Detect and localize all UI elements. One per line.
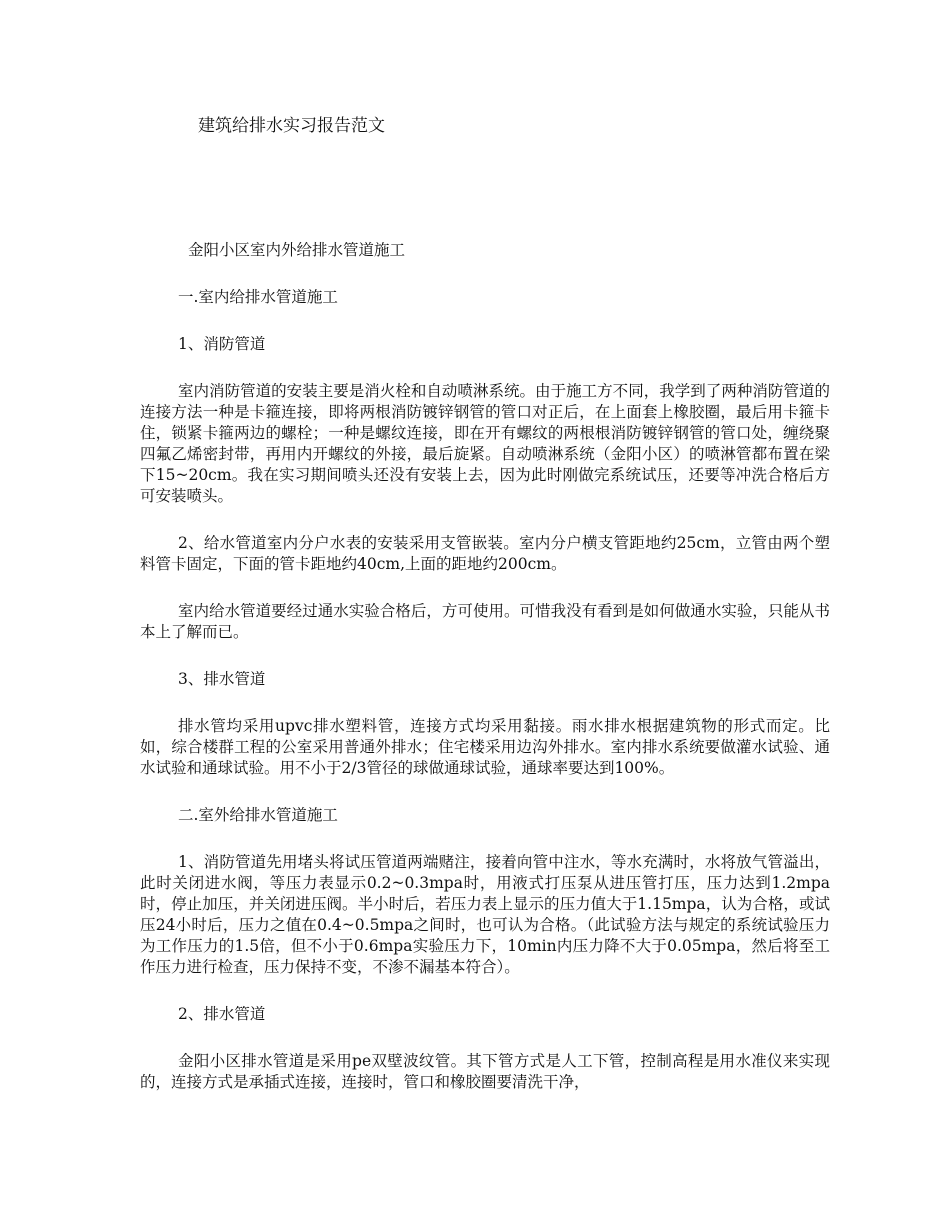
section-heading-outdoor: 二.室外给排水管道施工 [178, 806, 338, 824]
document-body [140, 240, 830, 1119]
paragraph-water-test: 室内给水管道要经过通水实验合格后，方可使用。可惜我没有看到是如何做通水实验，只能从书本上了解而已。 [140, 602, 830, 641]
item-heading-fire-pipe: 1、消防管道 [178, 335, 266, 353]
document-subtitle: 金阳小区室内外给排水管道施工 [188, 241, 406, 259]
section-heading-indoor: 一.室内给排水管道施工 [178, 288, 338, 306]
paragraph-fire-pipe: 室内消防管道的安装主要是消火栓和自动喷淋系统。由于施工方不同，我学到了两种消防管道的连接方法一种是卡箍连接，即将两根消防镀锌钢管的管口对正后，在上面套上橡胶圈，最后用卡箍卡住，锁紧卡箍两边的螺栓；一种是螺纹连接，即在开有螺纹的两根根消防镀锌钢管的管口处，缠绕聚四氟乙烯密封带，再用内开螺纹的外接，最后旋紧。自动喷淋系统（金阳小区）的喷淋管都布置在梁下15~20cm。我在实习期间喷头还没有安装上去，因为此时刚做完系统试压，还要等冲洗合格后方可安装喷头。 [140, 382, 830, 505]
paragraph-drain-pipe: 排水管均采用upvc排水塑料管，连接方式均采用黏接。雨水排水根据建筑物的形式而定。比如，综合楼群工程的公室采用普通外排水；住宅楼采用边沟外排水。室内排水系统要做灌水试验、通水试验和通球试验。用不小于2/3管径的球做通球试验，通球率要达到100%。 [140, 717, 830, 777]
document-title: 建筑给排水实习报告范文 [198, 116, 385, 136]
paragraph-water-supply: 2、给水管道室内分户水表的安装采用支管嵌装。室内分户横支管距地约25cm，立管由两个塑料管卡固定，下面的管卡距地约40cm,上面的距地约200cm。 [140, 534, 830, 573]
paragraph-outdoor-fire-pipe: 1、消防管道先用堵头将试压管道两端赌注，接着向管中注水，等水充满时，水将放气管溢出，此时关闭进水阀，等压力表显示0.2~0.3mpa时，用液式打压泵从进压管打压，压力达到1.2mpa时，停止加压，并关闭进压阀。半小时后，若压力表上显示的压力值大于1.15mpa，认为合格，或试压24小时后，压力之值在0.4~0.5mpa之间时，也可认为合格。（此试验方法与规定的系统试验压力为工作压力的1.5倍，但不小于0.6mpa实验压力下，10min内压力降不大于0.05mpa，然后将至工作压力进行检查，压力保持不变，不渗不漏基本符合）。 [140, 853, 830, 976]
item-heading-drain-pipe: 3、排水管道 [178, 670, 266, 688]
item-heading-outdoor-drain: 2、排水管道 [178, 1005, 266, 1023]
paragraph-outdoor-drain: 金阳小区排水管道是采用pe双壁波纹管。其下管方式是人工下管，控制高程是用水准仪来实现的，连接方式是承插式连接，连接时，管口和橡胶圈要清洗干净， [140, 1052, 830, 1091]
